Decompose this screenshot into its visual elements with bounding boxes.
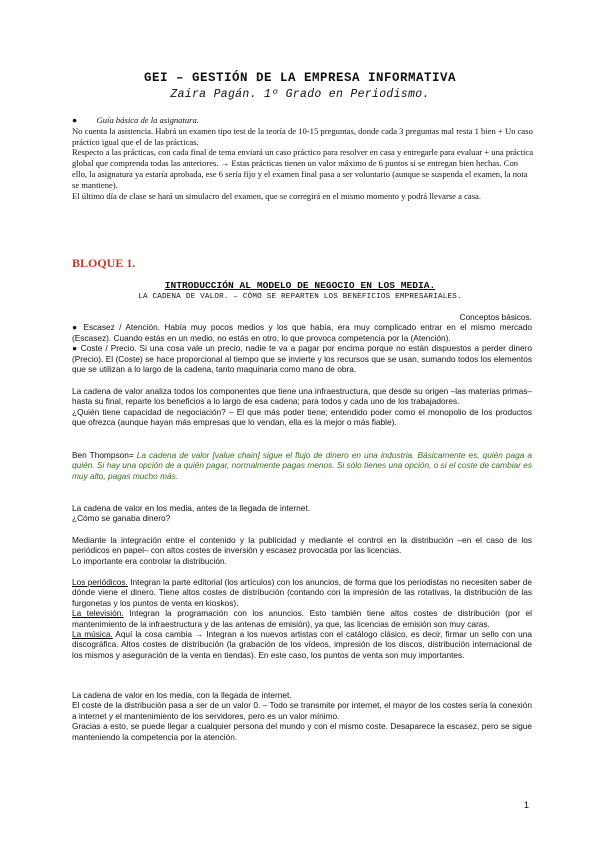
bullet-escasez: ● Escasez / Atención. Había muy pocos medios y los que había, era muy complicado entrar en el mismo mercado (Escasez). Cuando estás en un medio, no estás en otro, lo que provoca competencia por la (Atención).	[72, 322, 532, 343]
television-paragraph	[72, 608, 532, 629]
bullet-coste: ● Coste / Precio. Si una cosa vale un precio, nadie te va a pagar por encima porque no están dispuestos a perder dinero (Precio). El (Coste) se hace proporcional al tiempo que se invierte y los recursos que se usan, sumando todos los elementos que se utilizan a lo largo de la cadena, tanto maquinaria como mano de obra.	[72, 343, 532, 375]
thompson-text: La cadena de valor [value chain] sigue el flujo de dinero en una industria. Básicamente es, quién paga a quién. Si hay una opción de a quién pagar, normalmente pagas menos. Si sólo tienes una opción, o si el coste de cambiar es muy alto, pagas mucho más.	[72, 450, 532, 481]
bullet-icon: ●	[72, 115, 78, 125]
despues-heading: La cadena de valor en los media, con la llegada de internet.	[72, 690, 292, 700]
cadena-section	[72, 386, 532, 428]
bloque-heading: BLOQUE 1.	[72, 256, 136, 270]
antes-note: Lo importante era controlar la distribución.	[72, 555, 227, 566]
antes-section	[72, 503, 532, 524]
antes-body	[72, 535, 532, 566]
television-text: Integran la programación con los anuncios. Esto también tiene altos costes de distribución (por el mantenimiento de la infraestructura y de las antenas de emisión), ya que, las licencias de emisión son muy caras.	[72, 608, 532, 629]
cadena-paragraph: La cadena de valor analiza todos los componentes que tiene una infraestructura, que desde su origen –las materias primas– hasta su final, reparte los beneficios a lo largo de esa cadena; para todos y cada uno de los trabajadores.	[72, 386, 532, 407]
author-subtitle: Zaira Pagán. 1º Grado en Periodismo.	[170, 88, 430, 101]
despues-section	[72, 690, 532, 742]
despues-paragraph-2: Gracias a esto, se puede llegar a cualquier persona del mundo y con el mismo coste. Desaparece la escasez, pero se sigue manteniendo la competencia por la atención.	[72, 721, 532, 742]
section-subtitle: LA CADENA DE VALOR. – CÓMO SE REPARTEN LOS BENEFICIOS EMPRESARIALES.	[138, 293, 462, 301]
page-title: GEI – GESTIÓN DE LA EMPRESA INFORMATIVA	[143, 71, 457, 85]
thompson-quote	[72, 450, 532, 481]
cadena-question: ¿Quién tiene capacidad de negociación? – El que más poder tiene; entendido poder como el monopolio de los productos que ofrezca (aunque hayan más empresas que lo vendan, ella es la mejor o más fiable).	[72, 406, 532, 428]
conceptos-heading: Conceptos básicos.	[459, 312, 532, 322]
conceptos-section	[72, 312, 532, 374]
guide-heading	[72, 115, 534, 126]
antes-question: ¿Cómo se ganaba dinero?	[72, 513, 171, 524]
antes-heading: La cadena de valor en los media, antes de la llegada de internet.	[72, 503, 311, 513]
musica-text: Aquí la cosa cambia → Integran a los nuevos artistas con el catálogo clásico, es decir, firmar un sello con una discográfica. Altos costes de distribución (la grabación de los vídeos, impresión de los discos, distribución internacional de los mismos y aseguración de la venta en tiendas). En este caso, los puntos de venta son muy importantes.	[72, 629, 532, 660]
guide-line: Respecto a las prácticas, con cada final de tema enviará un caso práctico para resolver en casa y entregarle para evaluar + una práctica global que comprenda todas las anteriores. → Estas prácticas tienen un valor máximo de 6 puntos si se entregan bien hechas. Con ello, la asignatura ya estaría aprobada, ese 6 sería fijo y el examen final pasa a ser voluntario (aunque se suspenda el examen, la nota se mantiene).	[72, 147, 534, 190]
periodicos-label: Los periódicos.	[72, 577, 128, 587]
musica-paragraph	[72, 629, 532, 660]
television-label: La televisión.	[72, 608, 124, 619]
thompson-label: Ben Thompson=	[72, 450, 134, 460]
guide-line: No cuenta la asistencia. Habrá un examen tipo test de la teoría de 10-15 preguntas, donde cada 3 preguntas mal resta 1 bien + Un caso práctico igual que el de las prácticas.	[72, 125, 533, 147]
guide-line: El último día de clase se hará un simulacro del examen, que se corregirá en el mismo momento y podrá llevarse a casa.	[72, 190, 482, 201]
guide-section	[72, 115, 534, 201]
periodicos-paragraph	[72, 577, 532, 608]
periodicos-text: Integran la parte editorial (los artículos) con los anuncios, de forma que los periodistas no necesiten saber de dónde viene el dinero. Tiene altos costes de distribución (contando con la impresión de las rotativas, la distribución de las furgonetas y los puntos de venta en kioskos).	[72, 577, 532, 608]
media-types	[72, 577, 532, 660]
section-title: INTRODUCCIÓN AL MODELO DE NEGOCIO EN LOS MEDIA.	[164, 280, 436, 291]
musica-label: La música.	[72, 629, 113, 640]
antes-paragraph: Mediante la integración entre el contenido y la publicidad y mediante el control en la distribución –en el caso de los periódicos en papel– con altos costes de inversión y escasez provocada por las licencias.	[72, 535, 532, 556]
page-number: 1	[523, 800, 529, 811]
despues-paragraph: El coste de la distribución pasa a ser de un valor 0. – Todo se transmite por internet, el mayor de los costes sería la conexión a internet y el mantenimiento de los servidores, pero es un valor mínimo.	[72, 700, 532, 721]
guide-title: Guía básica de la asignatura.	[96, 115, 199, 125]
